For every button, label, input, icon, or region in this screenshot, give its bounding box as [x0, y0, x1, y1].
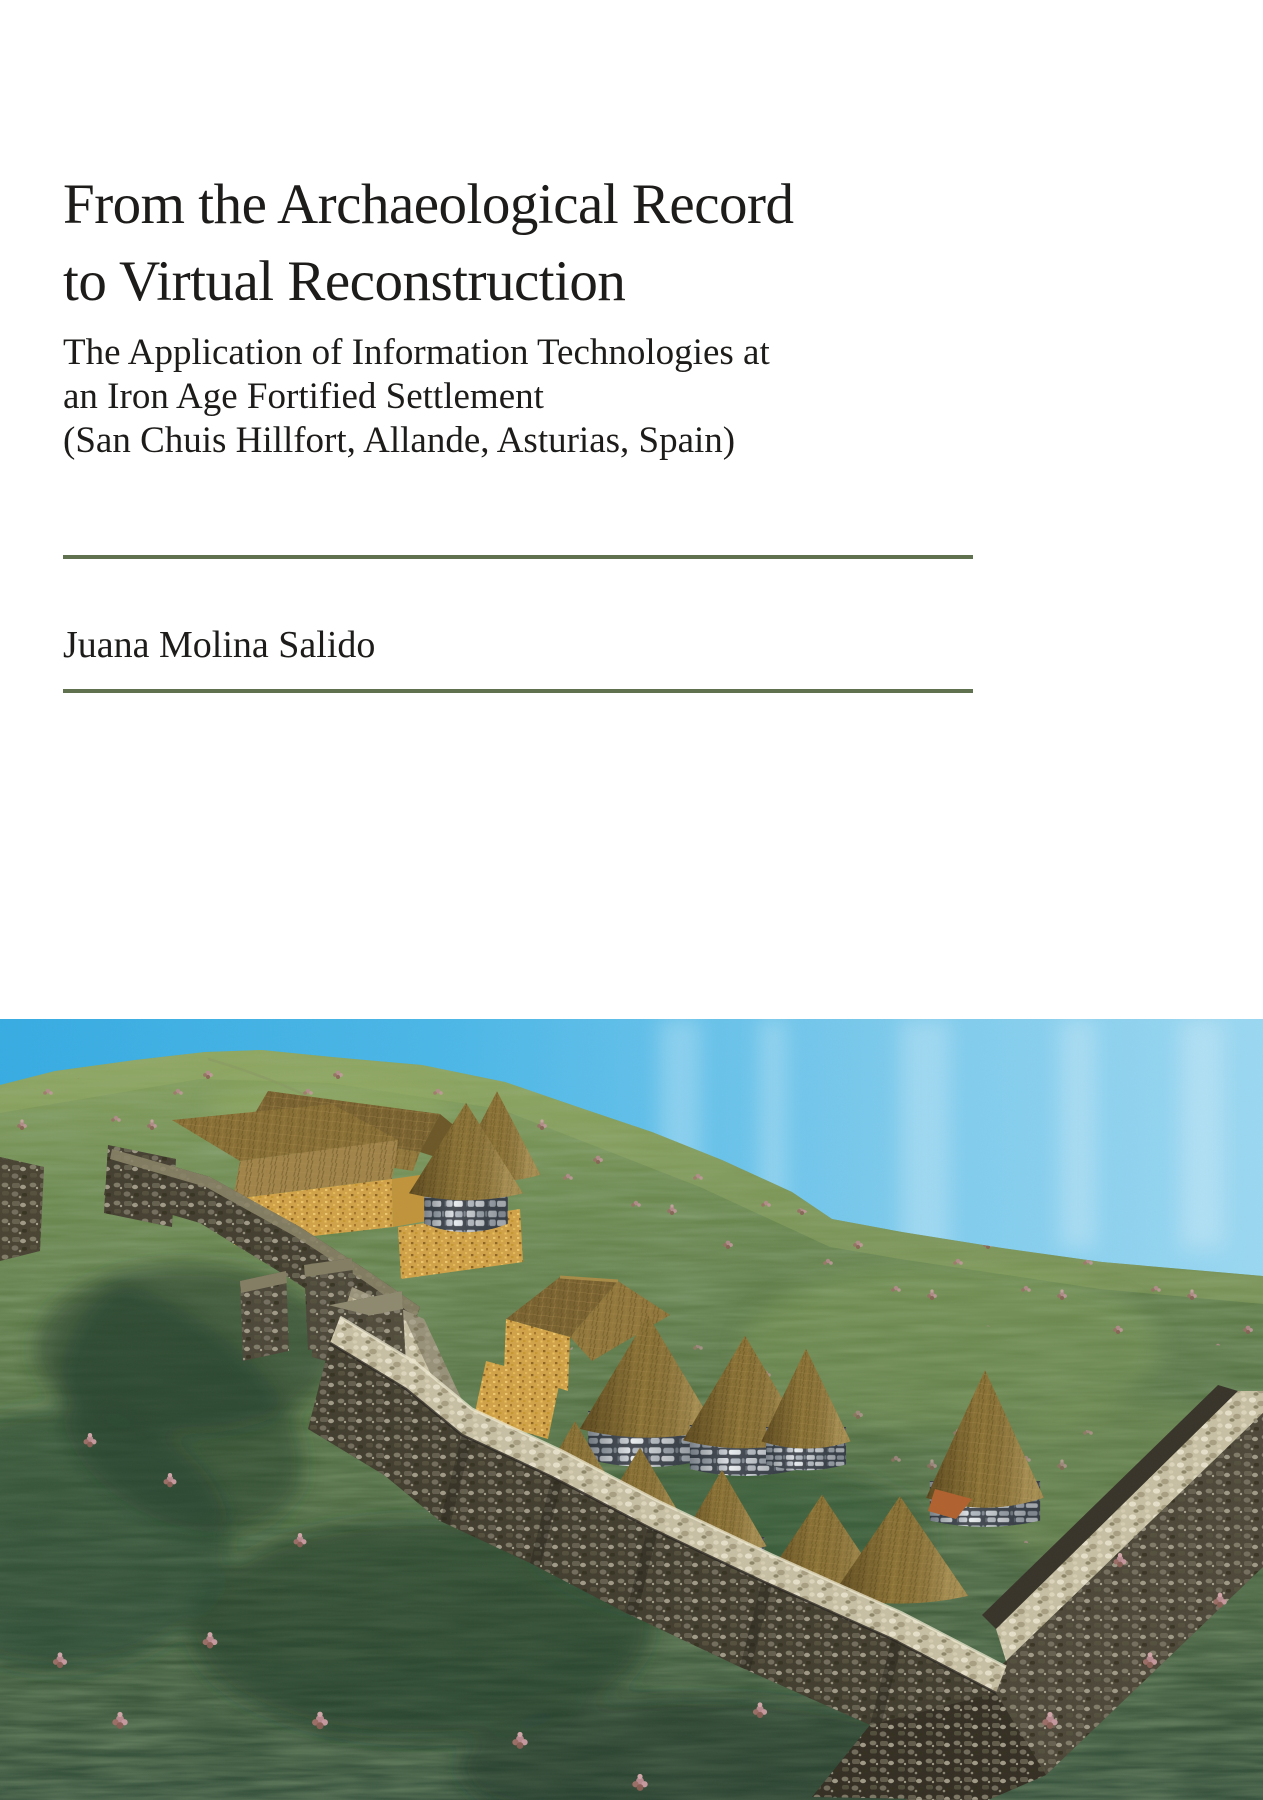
photo-grain-overlay — [0, 1019, 1263, 1800]
book-title-line1: From the Archaeological Record — [63, 173, 794, 236]
divider-rule-bottom — [63, 689, 973, 693]
book-title-line2: to Virtual Reconstruction — [63, 250, 626, 313]
book-subtitle — [63, 331, 770, 463]
book-subtitle-line1: The Application of Information Technologies at — [63, 332, 770, 373]
book-title — [63, 166, 794, 320]
cover-artwork — [0, 1019, 1263, 1800]
author-name: Juana Molina Salido — [63, 624, 376, 666]
book-subtitle-line2: an Iron Age Fortified Settlement — [63, 376, 544, 417]
divider-rule-top — [63, 555, 973, 559]
book-subtitle-line3: (San Chuis Hillfort, Allande, Asturias, Spain) — [63, 420, 736, 461]
